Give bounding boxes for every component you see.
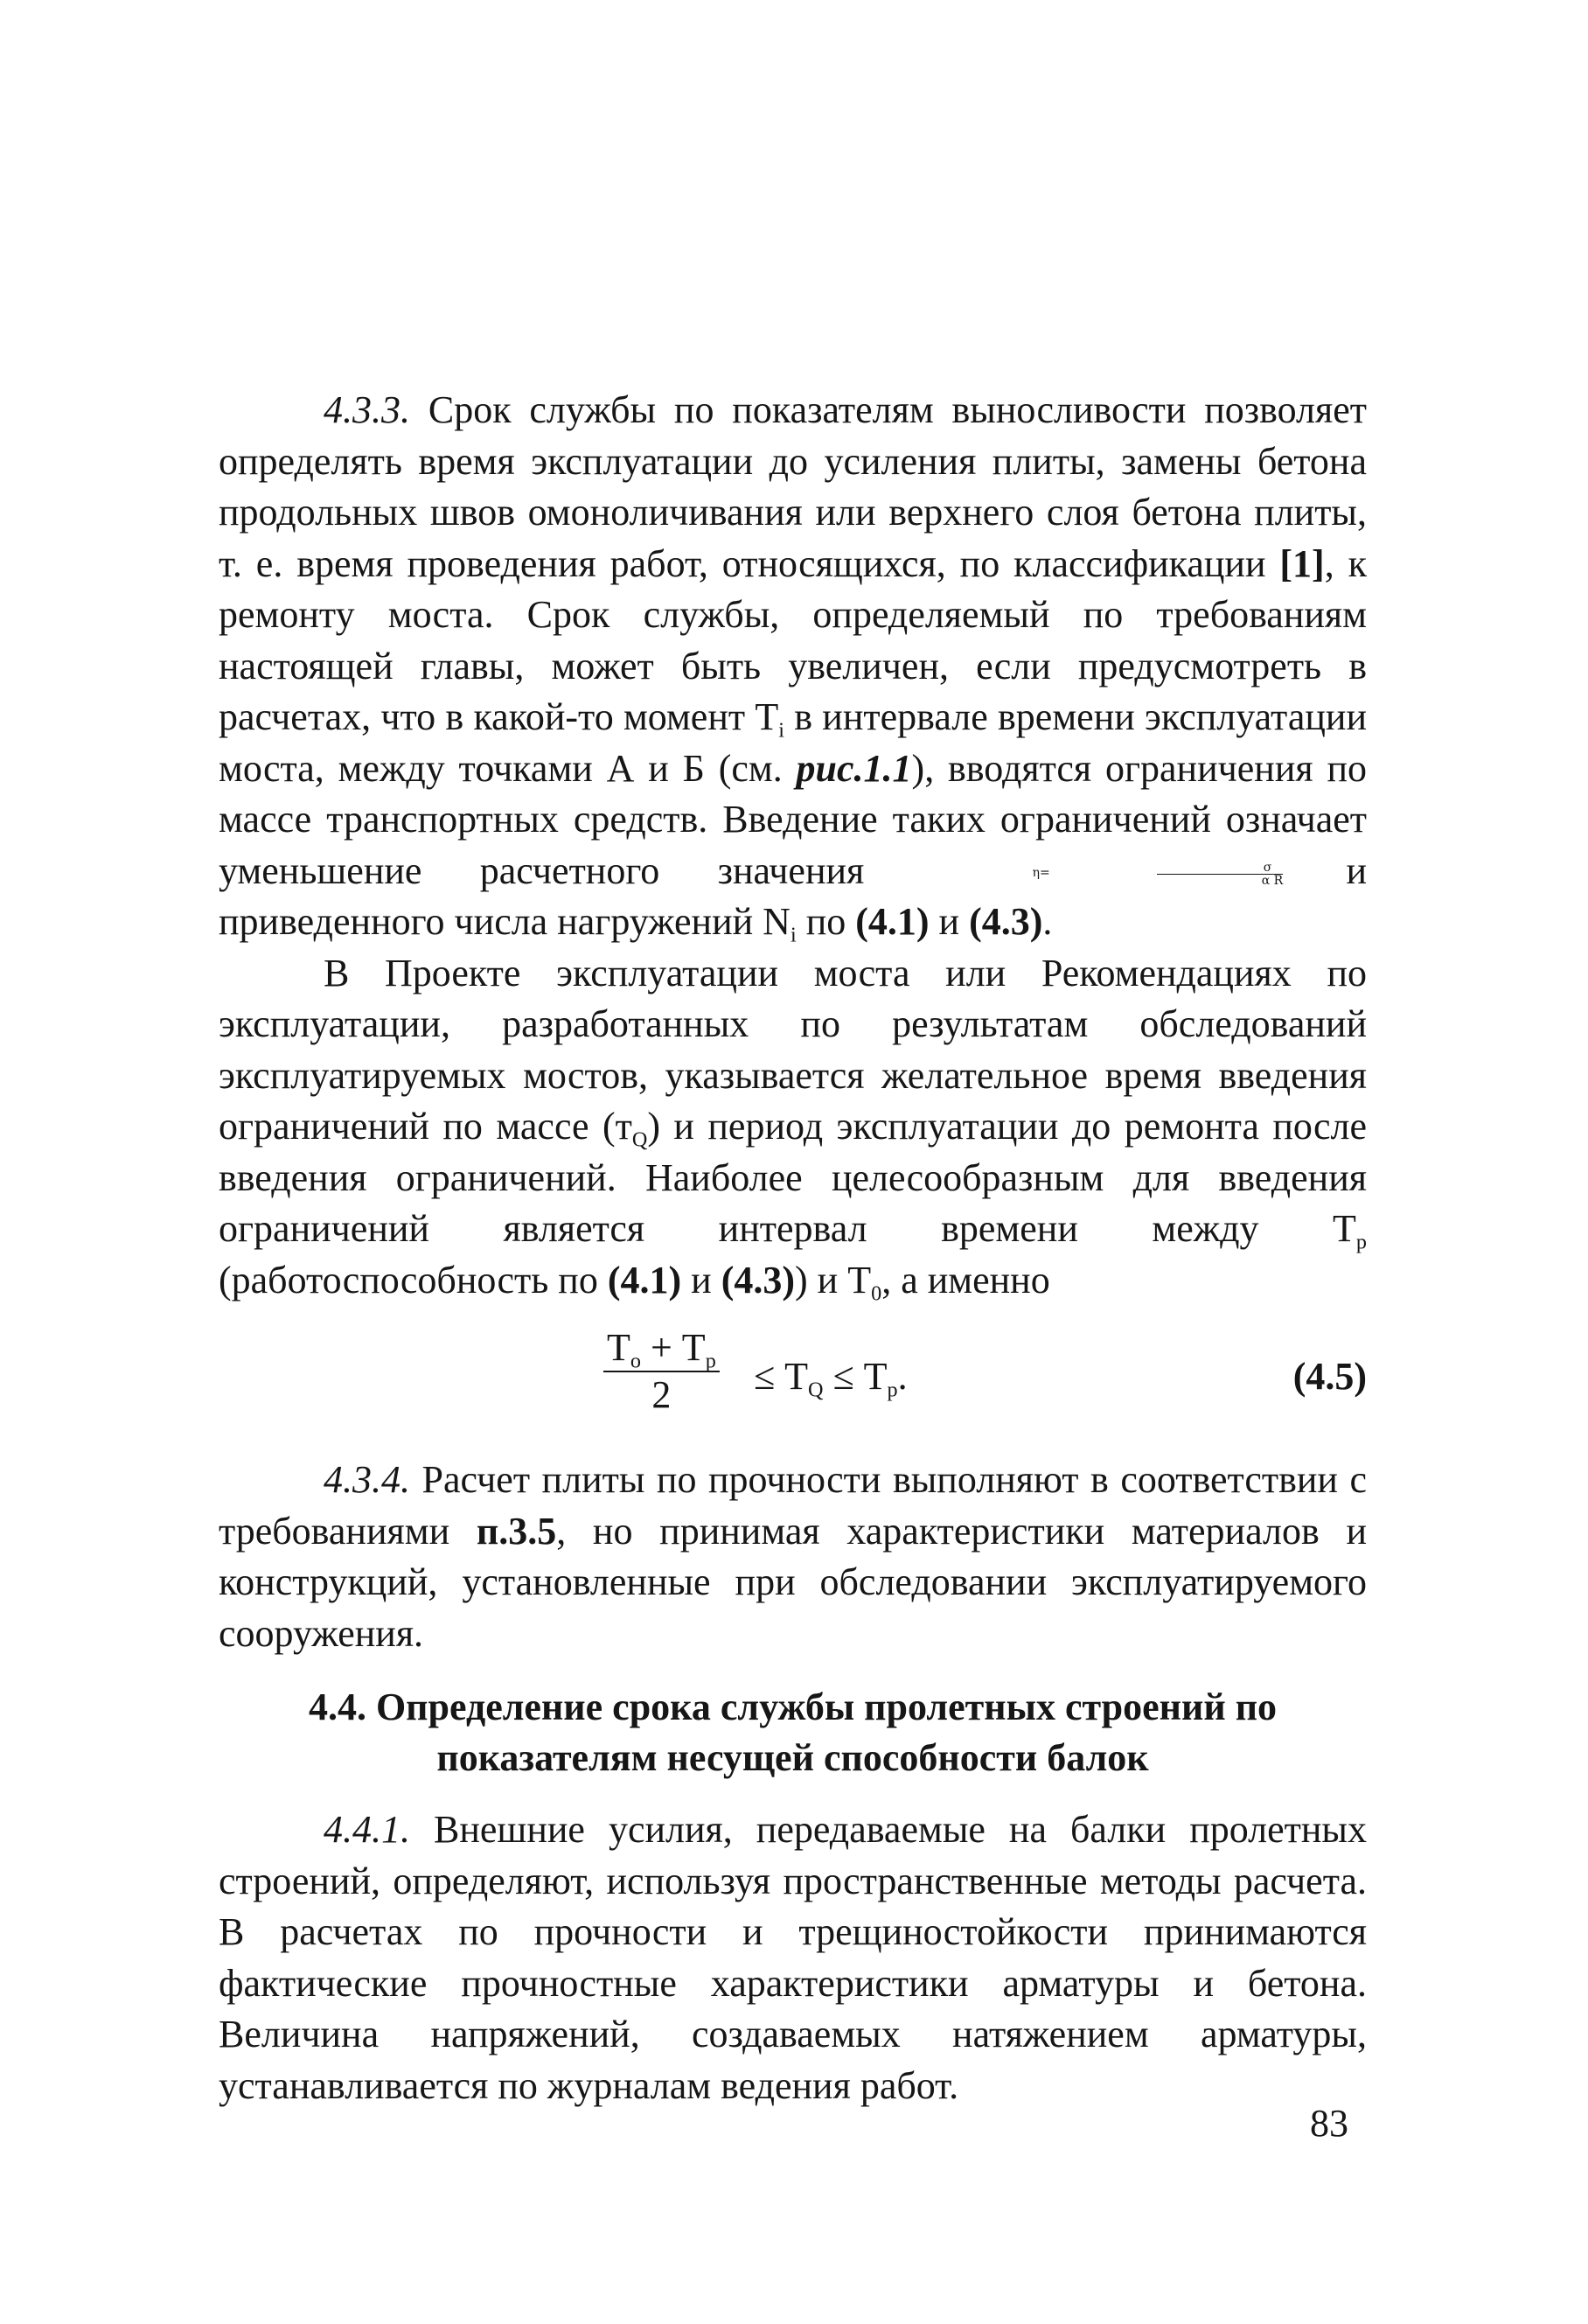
section-number: 4.4.1. — [324, 1808, 410, 1851]
section-heading-4-4: 4.4. Определение срока службы пролетных строений по показателям несущей способности балок — [308, 1685, 1278, 1779]
formula-fraction — [603, 1325, 720, 1418]
paragraph-4-3-3: 4.3.3. Срок службы по показателям выносливости позволяет определять время эксплуатации до усиления плиты, замены бетона продольных швов омоноличивания или верхнего слоя бетона плиты, т. е. время проведения работ, относящихся, по классификации [1], к ремонту моста. Срок службы, определяемый по требованиям настоящей главы, может быть увеличен, если предусмотреть в расчетах, что в какой-то момент $Т_i$ в интервале времени эксплуатации моста, между точками А и Б (см. рис.1.1), вводятся ограничения по массе транспортных средств. Введение таких ограничений означает уменьшение расчетного значения η= $\frac{\sigma}{\text{α R}}$ и приведенного числа нагружений $N_i$ по (4.1) и (4.3). — [219, 388, 1368, 947]
section-number: 4.3.4. — [324, 1458, 410, 1501]
section-reference: п.3.5 — [476, 1509, 557, 1553]
equation-reference: (4.1) — [607, 1258, 682, 1302]
equation-reference: (4.1) — [855, 900, 930, 943]
eta-formula: η= $\frac{\sigma}{\text{α R}}$ — [1032, 860, 1284, 888]
fraction-numerator: $Т_o + Т_p$ — [603, 1325, 720, 1372]
figure-reference: рис.1.1 — [796, 746, 912, 790]
paragraph-4-3-4: 4.3.4. Расчет плиты по прочности выполняют в соответствии с требованиями п.3.5, но принимая характеристики материалов и конструкций, установленные при обследовании эксплуатируемого сооружения. — [219, 1458, 1367, 1655]
section-number: 4.3.3. — [324, 388, 410, 431]
equation-reference: (4.3) — [721, 1258, 796, 1302]
fraction-denominator: 2 — [651, 1373, 672, 1416]
equation-number: (4.5) — [1292, 1355, 1367, 1398]
formula-4-5 — [219, 1320, 1367, 1442]
page-number: 83 — [1310, 2102, 1348, 2145]
formula-inequality: ≤ $Т_Q \le Т_p$. — [754, 1355, 908, 1402]
paragraph-operation-project: В Проекте эксплуатации моста или Рекомендациях по эксплуатации, разработанных по результатам обследований эксплуатируемых мостов, указывается желательное время введения ограничений по массе $(т_Q)$ и период эксплуатации до ремонта после введения ограничений. Наиболее целесообразным для введения ограничений является интервал времени между $Т_p$ (работоспособность по (4.1) и (4.3)) и $Т_0$, а именно — [219, 951, 1367, 1305]
reference-link: [1] — [1279, 541, 1325, 585]
equation-reference: (4.3) — [969, 900, 1043, 943]
paragraph-4-4-1: 4.4.1. Внешние усилия, передаваемые на балки пролетных строений, определяют, используя пространственные методы расчета. В расчетах по прочности и трещиностойкости принимаются фактические прочностные характеристики арматуры и бетона. Величина напряжений, создаваемых натяжением арматуры, устанавливается по журналам ведения работ. — [219, 1808, 1367, 2107]
page-content — [219, 385, 1367, 2111]
